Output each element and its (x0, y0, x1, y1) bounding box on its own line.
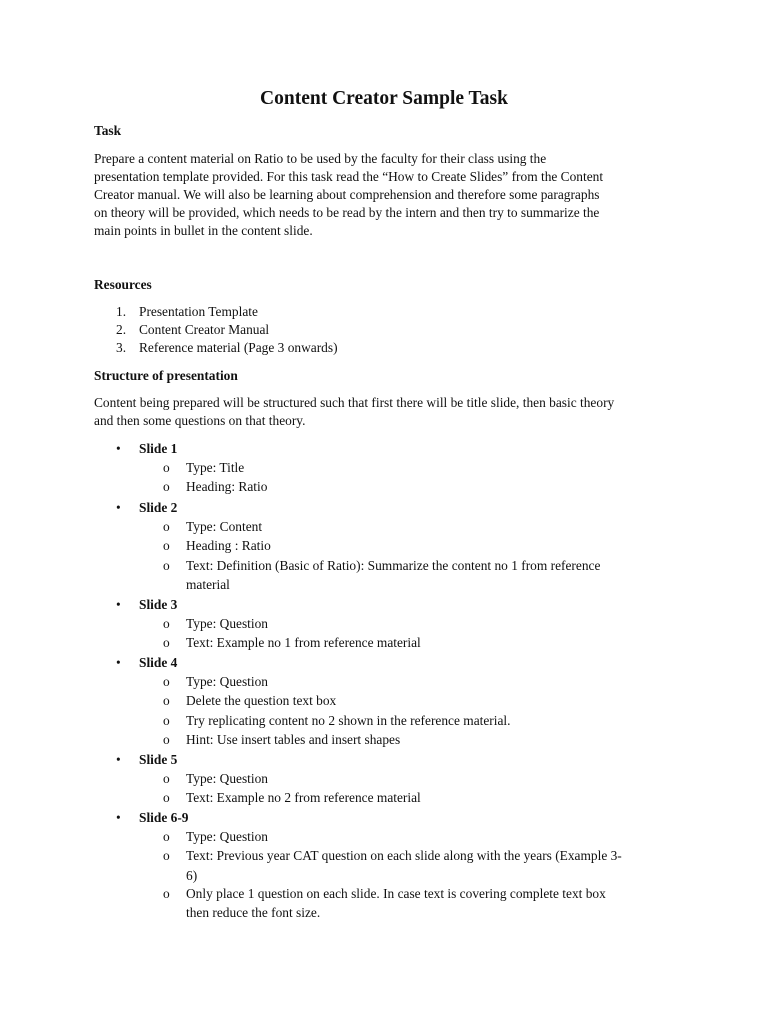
task-line: Prepare a content material on Ratio to be used by the faculty for their class using the (94, 151, 547, 166)
sub-item-text: Text: Example no 1 from reference material (186, 635, 421, 651)
resources-heading: Resources (94, 277, 152, 292)
resource-number: 2. (116, 322, 127, 337)
bullet-icon: • (116, 752, 121, 767)
sub-item-text: Heading: Ratio (186, 479, 268, 495)
bullet-icon: • (116, 500, 121, 515)
task-line: presentation template provided. For this task read the “How to Create Slides” from the Content (94, 169, 604, 184)
sub-bullet-icon: o (163, 790, 170, 806)
sub-bullet-icon: o (163, 829, 170, 845)
resource-text: Reference material (Page 3 onwards) (139, 340, 338, 355)
sub-item-text: Try replicating content no 2 shown in the reference material. (186, 712, 511, 728)
sub-bullet-icon: o (163, 771, 170, 787)
task-line: main points in bullet in the content slide. (94, 223, 313, 238)
task-heading: Task (94, 123, 122, 138)
sub-item-text: Type: Question (186, 771, 268, 787)
slide-label: Slide 2 (139, 500, 178, 515)
sub-bullet-icon: o (163, 479, 170, 495)
bullet-icon: • (116, 655, 121, 670)
sub-bullet-icon: o (163, 731, 170, 747)
document-title: Content Creator Sample Task (260, 88, 508, 109)
sub-item-text: Hint: Use insert tables and insert shapes (186, 731, 401, 747)
slide-label: Slide 3 (139, 597, 178, 612)
sub-item-text: 6) (186, 867, 198, 883)
sub-item-text: Delete the question text box (186, 693, 337, 709)
sub-bullet-icon: o (163, 616, 170, 632)
sub-bullet-icon: o (163, 674, 170, 690)
sub-bullet-icon: o (163, 557, 170, 573)
bullet-icon: • (116, 441, 121, 456)
sub-item-text: Type: Title (186, 460, 245, 476)
sub-bullet-icon: o (163, 460, 170, 476)
sub-item-text: Text: Example no 2 from reference material (186, 790, 421, 806)
sub-item-text: material (186, 576, 230, 592)
structure-line: and then some questions on that theory. (94, 413, 306, 428)
slide-label: Slide 4 (139, 655, 178, 670)
task-line: Creator manual. We will also be learning about comprehension and therefore some paragraphs (94, 187, 600, 202)
sub-bullet-icon: o (163, 519, 170, 535)
sub-item-text: Text: Previous year CAT question on each slide along with the years (Example 3- (186, 848, 622, 864)
slide-label: Slide 1 (139, 441, 178, 456)
sub-bullet-icon: o (163, 635, 170, 651)
resource-text: Content Creator Manual (139, 322, 270, 337)
sub-bullet-icon: o (163, 693, 170, 709)
sub-item-text: Type: Question (186, 616, 268, 632)
sub-item-text: Type: Question (186, 829, 268, 845)
resource-text: Presentation Template (139, 304, 258, 319)
sub-item-text: Type: Question (186, 674, 268, 690)
sub-bullet-icon: o (163, 712, 170, 728)
resource-number: 3. (116, 340, 127, 355)
slide-label: Slide 6-9 (139, 810, 189, 825)
task-line: on theory will be provided, which needs to be read by the intern and then try to summarize the (94, 205, 600, 220)
resource-number: 1. (116, 304, 127, 319)
sub-bullet-icon: o (163, 885, 170, 901)
slides-list (94, 0, 694, 1024)
sub-bullet-icon: o (163, 538, 170, 554)
bullet-icon: • (116, 597, 121, 612)
structure-heading: Structure of presentation (94, 368, 238, 383)
slide-label: Slide 5 (139, 752, 178, 767)
bullet-icon: • (116, 810, 121, 825)
structure-line: Content being prepared will be structured such that first there will be title slide, then basic theory (94, 395, 615, 410)
sub-item-text: Type: Content (186, 519, 263, 535)
sub-item-text: Text: Definition (Basic of Ratio): Summarize the content no 1 from reference (186, 557, 601, 573)
sub-item-text: Only place 1 question on each slide. In case text is covering complete text box (186, 885, 606, 901)
sub-bullet-icon: o (163, 848, 170, 864)
sub-item-text: Heading : Ratio (186, 538, 271, 554)
sub-item-text: then reduce the font size. (186, 904, 321, 920)
